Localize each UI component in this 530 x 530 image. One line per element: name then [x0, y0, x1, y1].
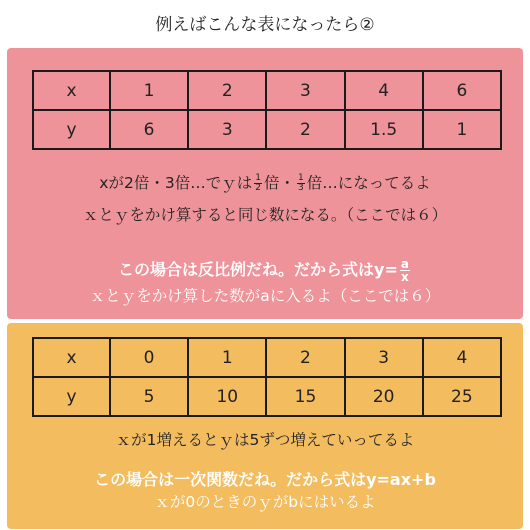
table-cell: 5	[110, 377, 188, 416]
explanation-text: 倍・	[263, 174, 295, 192]
inverse-proportion-panel	[7, 48, 523, 319]
fraction-denominator: 2	[255, 183, 261, 193]
explanation-text: 倍…になってるよ	[306, 174, 431, 192]
table-cell: 4	[345, 71, 423, 110]
table-cell: 20	[345, 377, 423, 416]
inverse-proportion-formula	[7, 258, 523, 283]
row-header-x: x	[33, 71, 110, 110]
fraction-numerator: 1	[297, 173, 304, 183]
table-row-y	[33, 110, 501, 149]
table-cell: 6	[423, 71, 501, 110]
row-header-y: y	[33, 110, 110, 149]
table-cell: 4	[423, 338, 501, 377]
table-cell: 6	[110, 110, 188, 149]
fraction-numerator: 1	[255, 173, 261, 183]
table-cell: 1.5	[345, 110, 423, 149]
explanation-text: xが2倍・3倍…でｙは	[99, 174, 253, 192]
increase-explanation: ｘが1増えるとｙは5ずつ増えていってるよ	[115, 431, 415, 449]
fraction-a-over-x	[400, 258, 410, 283]
table-cell: 10	[188, 377, 266, 416]
page-title: 例えばこんな表になったら②	[155, 15, 375, 35]
table-cell: 0	[110, 338, 188, 377]
table-row-x	[33, 71, 501, 110]
doubling-explanation	[7, 174, 523, 193]
linear-function-formula: この場合は一次関数だね。だから式はy=ax+b	[94, 470, 436, 489]
table-cell: 1	[423, 110, 501, 149]
row-header-x: x	[33, 338, 110, 377]
inverse-proportion-table	[32, 70, 502, 150]
table-cell: 3	[266, 71, 344, 110]
row-header-y: y	[33, 377, 110, 416]
table-row-x	[33, 338, 501, 377]
table-cell: 3	[345, 338, 423, 377]
linear-function-table	[32, 337, 502, 417]
constant-explanation: ｘとｙをかけ算した数がaに入るよ（ここでは６）	[89, 287, 441, 305]
fraction-one-half	[254, 174, 262, 193]
table-cell: 2	[266, 110, 344, 149]
intercept-explanation: ｘが0のときのｙがbにはいるよ	[154, 493, 376, 511]
product-explanation: ｘとｙをかけ算すると同じ数になる。（ここでは６）	[82, 206, 448, 224]
table-row-y	[33, 377, 501, 416]
table-cell: 1	[188, 338, 266, 377]
table-cell: 15	[266, 377, 344, 416]
linear-function-panel	[7, 323, 523, 529]
fraction-denominator: x	[401, 270, 409, 284]
formula-text: この場合は反比例だね。だから式はy=	[118, 260, 398, 279]
table-cell: 2	[266, 338, 344, 377]
table-cell: 25	[423, 377, 501, 416]
table-cell: 3	[188, 110, 266, 149]
fraction-one-third	[297, 174, 305, 193]
table-cell: 2	[188, 71, 266, 110]
table-cell: 1	[110, 71, 188, 110]
fraction-numerator: a	[400, 257, 409, 271]
fraction-denominator: 3	[297, 183, 304, 193]
